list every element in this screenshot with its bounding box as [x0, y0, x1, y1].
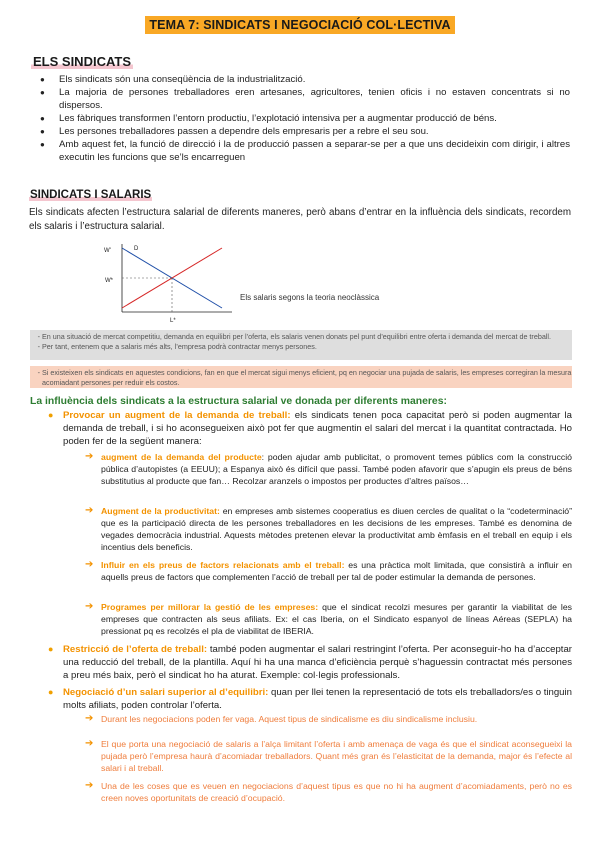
- note-item: - Per tant, entenem que a salaris més alts, l’empresa podrà contractar menys persones.: [42, 342, 572, 352]
- item-text: els sindicats tenen poca capacitat però si poden augmentar la demanda de treball, i si ho aconsegueixen això pot fer que augmentin el salari del mercat i la quantitat contractada. Ho poden fer de la següent manera:: [63, 410, 572, 448]
- item-label: Negociació d’un salari superior al d’equilibri:: [63, 687, 269, 698]
- y-eq-label: W*: [105, 278, 113, 284]
- bullet-icon: ●: [48, 687, 54, 697]
- item-text: també poden augmentar el salari restringint l’oferta. Per aconseguir-ho ha d’acceptar una reducció del treball, de la plantilla. Aquí hi ha una manca d’eficiència perquè s’haguessin contractat més persones a preu més baix, però el sindicat ho ha aturat. Exemple: col·legis professionals.: [63, 644, 572, 682]
- list-item: ● Amb aquest fet, la funció de direcció i la de producció passen a separar-se per a que uns decideixin com dirigir, i altres executin les funcions que se’ls encarreguen: [38, 138, 570, 164]
- list-item: ● Les persones treballadores passen a dependre dels empresaris per a rebre el seu sou.: [38, 125, 570, 138]
- list-item: [44, 409, 572, 449]
- bullet-icon: ●: [48, 644, 54, 654]
- list-item: [44, 643, 572, 683]
- item-label: augment de la demanda del producte: [101, 452, 262, 462]
- x-eq-label: L*: [170, 318, 176, 324]
- item-text: quan per llei tenen la representació de tots els treballadors/es o tinguin molts afiliats, poden controlar l’oferta.: [63, 687, 572, 712]
- item-text: : poden ajudar amb publicitat, o promovent temes públics com la construcció pública d’autopistes (a EEUU); a Espanya això és difícil que passi. També poden afavorir que s’apugin els preus de béns substitutius al producte que fan… Recolzar aranzels o impostos per productes d’altres països…: [101, 452, 572, 486]
- item-text: en empreses amb sistemes cooperatius es diuen cercles de qualitat o la “codeterminació” que es la participació directa de les persones treballadores en les decisions de les empreses. També es denomina de vegades democràcia industrial. Aquests mètodes pretenen elevar la productivitat amb èmfasis en el treball en equip i els incentius dels beneficis.: [101, 506, 572, 552]
- y-top-label: W': [104, 248, 111, 254]
- chart-caption: Els salaris segons la teoria neoclàssica: [240, 293, 380, 302]
- note-box-orange: [30, 366, 572, 388]
- note-box-grey: [30, 330, 572, 360]
- list-item: ● Les fàbriques transformen l’entorn productiu, l’explotació intensiva per a augmentar producció de béns.: [38, 112, 570, 125]
- item-label: Provocar un augment de la demanda de treball:: [63, 410, 291, 421]
- series-label-demand: D: [134, 246, 139, 252]
- item-text: Una de les coses que es veuen en negociacions d’aquest tipus es que no hi ha augment d’acomiadaments, però no es creen noves oportunitats de creació d’ocupació.: [101, 781, 572, 803]
- sub-list-item: [76, 559, 572, 583]
- item-label: Restricció de l’oferta de treball:: [63, 644, 208, 655]
- sub-list-item: [76, 601, 572, 637]
- note-item: - En una situació de mercat competitiu, demanda en equilibri per l’oferta, els salaris venen donats pel punt d’equilibri entre oferta i demanda del mercat de treball.: [42, 332, 572, 342]
- arrow-right-icon: ➔: [85, 738, 94, 749]
- sub-list-item: [76, 738, 572, 774]
- item-label: Augment de la productivitat:: [101, 506, 220, 516]
- bullet-icon: ●: [48, 410, 54, 420]
- item-text: que el sindicat recolzi mesures per garantir la viabilitat de les empreses que contracten als seus afiliats. Ex: el cas Iberia, on el Sindicato espanyol de líneas Aéreas (SEPLA) ha pressionat pq es recolzés el pla de viabilitat de IBERIA.: [101, 602, 572, 636]
- sub-list-item: [76, 713, 572, 725]
- sub-list-item: [76, 451, 572, 487]
- item-text: Durant les negociacions poden fer vaga. Aquest tipus de sindicalisme es diu sindicalisme inclusiu.: [101, 714, 478, 724]
- arrow-right-icon: ➔: [85, 451, 94, 462]
- sub-list-item: [76, 505, 572, 553]
- list-item: ● La majoria de persones treballadores eren artesanes, agricultores, tenien oficis i no estaven concentrats si no dispersos.: [38, 86, 570, 112]
- intro-paragraph: Els sindicats afecten l’estructura salarial de diferents maneres, però abans d’entrar en la influència dels sindicats, recordem els salaris i l’estructura salarial.: [29, 207, 571, 232]
- list-item: [44, 686, 572, 712]
- note-item: - Si existeixen els sindicats en aquestes condicions, fan en que el mercat sigui menys eficient, pq en negociar una pujada de salaris, les empreses corregiran la mesura acomiadant persones per reduir els costos.: [42, 368, 572, 387]
- arrow-right-icon: ➔: [85, 713, 94, 724]
- item-label: Programes per millorar la gestió de les empreses:: [101, 602, 319, 612]
- arrow-right-icon: ➔: [85, 601, 94, 612]
- sindicats-bullet-list: [38, 73, 570, 164]
- list-item: ● Els sindicats són una conseqüència de la industrialització.: [38, 73, 570, 86]
- arrow-right-icon: ➔: [85, 505, 94, 516]
- sub-list-item: [76, 780, 572, 804]
- section-heading-salaris: SINDICATS I SALARIS: [30, 189, 152, 201]
- arrow-right-icon: ➔: [85, 780, 94, 791]
- item-label: Influir en els preus de factors relacionats amb el treball:: [101, 560, 345, 570]
- arrow-right-icon: ➔: [85, 559, 94, 570]
- section-heading-sindicats: ELS SINDICATS: [33, 54, 131, 69]
- section-heading-influencia: La influència dels sindicats a la estructura salarial ve donada per diferents maneres:: [30, 396, 447, 407]
- page-title: TEMA 7: SINDICATS I NEGOCIACIÓ COL·LECTIVA: [0, 16, 600, 34]
- supply-demand-chart: [102, 242, 402, 326]
- item-text: El que porta una negociació de salaris a l’alça limitant l’oferta i amb amenaça de vaga és que el sindicat aconsegueixi la pujada però l’empresa haurà d’acomiadar treballadors. Quant més gran és l’elasticitat de la demanda, major és l’efecte al salari i al treball.: [101, 739, 572, 773]
- item-text: es una pràctica molt limitada, que consistirà a influir en aquells preus de factors que complementen l’acció de treball per tal de poder estimular la demanda de persones.: [101, 560, 572, 582]
